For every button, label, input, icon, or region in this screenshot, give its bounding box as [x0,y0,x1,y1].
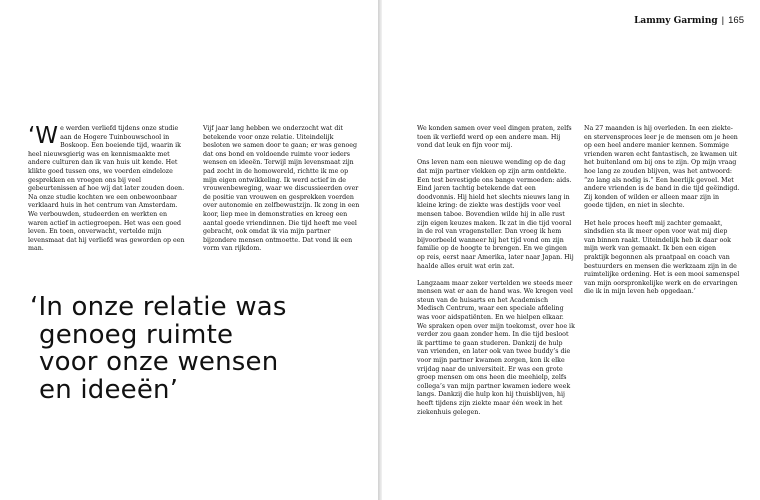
right-column-1 [417,125,575,426]
paragraph: Ons leven nam een nieuwe wending op de dag dat mijn partner vlekken op zijn arm ontdekte. Een test bevestigde ons bange vermoeden: aids. Eind jaren tachtig betekende dat een doodvonnis. Hij hield het slechts nieuws lang in kleine kring: de ziekte was destijds voor veel mensen taboe. Bovendien wilde hij in alle rust zijn eigen keuzes maken. Ik zat in die tijd vooral in de rol van vragensteller. Dan vroeg ik hem bijvoorbeeld wanneer hij het tijd vond om zijn familie op de hoogte te brengen. En we gingen op reis, eerst naar Amerika, later naar Japan. Hij haalde alles eruit wat erin zat. [417,159,574,270]
paragraph: Vijf jaar lang hebben we onderzocht wat dit betekende voor onze relatie. Uiteindelijk besloten we samen door te gaan; er was genoeg dat ons bond en voldoende ruimte voor ieders wensen en ideeën. Terwijl mijn levensmaat zijn pad zocht in de homowereld, richtte ik me op mijn eigen ontwikkeling. Ik werd actief in de vrouwenbeweging, waar we discussieerden over de positie van vrouwen en gesprekken voerden over autonomie en zelfbewustzijn. Ik zong in een koor, liep mee in demonstraties en kreeg een aantal goede vriendinnen. Die tijd heeft me veel gebracht, ook omdat ik via mijn partner bijzondere mensen ontmoette. Dat vond ik een vorm van rijkdom. [203,125,360,253]
paragraph: Na 27 maanden is hij overleden. In een ziekte- en stervensproces leer je de mensen om je heen op een heel andere manier kennen. Sommige vrienden waren echt fantastisch, ze kwamen uit het buitenland om bij ons te zijn. Op mijn vraag hoe lang ze zouden blijven, was het antwoord: “zo lang als nodig is.” Een heerlijk gevoel. Met andere vrienden is de band in die tijd geëindigd. Zij konden of wilden er alleen maar zijn in goede tijden, en niet in slechte. [584,125,740,210]
drop-cap: ‘W [28,123,59,149]
paragraph: Langzaam maar zeker vertelden we steeds meer mensen wat er aan de hand was. We kregen veel steun van de huisarts en het Academisch Medisch Centrum, waar een speciale afdeling was voor aidspatiënten. En we hielpen elkaar. We spraken open over mijn toekomst, over hoe ik verder zou gaan zonder hem. In die tijd besloot ik parttime te gaan studeren. Dankzij de hulp van vrienden, en later ook van twee buddy’s die voor mijn partner kwamen zorgen, kon ik elke vrijdag naar de universiteit. Er was een grote groep mensen om ons heen die meehielp, zelfs collega’s van mijn partner kwamen iedere week langs. Dankzij die hulp kon hij thuisblijven, hij heeft tijdens zijn ziekte maar één week in het ziekenhuis gelegen. [417,279,575,416]
pull-quote [30,294,370,404]
left-column-1 [28,125,185,263]
left-page [0,0,378,500]
pull-quote-line: en ideeën’ [39,374,179,405]
right-column-2 [584,125,740,305]
paragraph: Het hele proces heeft mij zachter gemaakt, sindsdien sta ik meer open voor wat mij diep van binnen raakt. Uiteindelijk heb ik daar ook mijn werk van gemaakt. Ik ben een eigen praktijk begonnen als praatpaal en coach van bestuurders en mensen die werkzaam zijn in de ruimtelijke ordening. Het is een mooi samenspel van mijn oorspronkelijke werk en de ervaringen die ik in mijn leven heb opgedaan.’ [584,219,740,296]
pull-quote-line: genoeg ruimte [39,319,234,350]
right-page [382,0,760,500]
running-header [634,15,744,26]
header-separator: | [721,15,725,26]
author-name: Lammy Garming [634,16,718,26]
left-column-2 [203,125,360,263]
page-number: 165 [728,15,744,26]
pull-quote-line: ‘In onze relatie was [30,292,287,322]
paragraph: We konden samen over veel dingen praten, zelfs toen ik verliefd werd op een andere man. Hij vond dat leuk en fijn voor mij. [417,125,572,150]
pull-quote-line: voor onze wensen [39,347,279,377]
paragraph: ‘We werden verliefd tijdens onze studie aan de Hogere Tuinbouwschool in Boskoop. Een boeiende tijd, waarin ik heel nieuwsgierig was en kennismaakte met andere culturen dan ik van huis uit kende. Het klikte goed tussen ons, we voerden eindeloze gesprekken en vroegen ons bij veel gebeurtenissen af hoe wij dat later zouden doen. Na onze studie kochten we een onbewoonbaar verklaard huis in het centrum van Amsterdam. We verbouwden, studeerden en werkten en waren actief in actiegroepen. Het was een goed leven. En toen, onverwacht, vertelde mijn levensmaat dat hij verliefd was geworden op een man. [28,123,185,253]
